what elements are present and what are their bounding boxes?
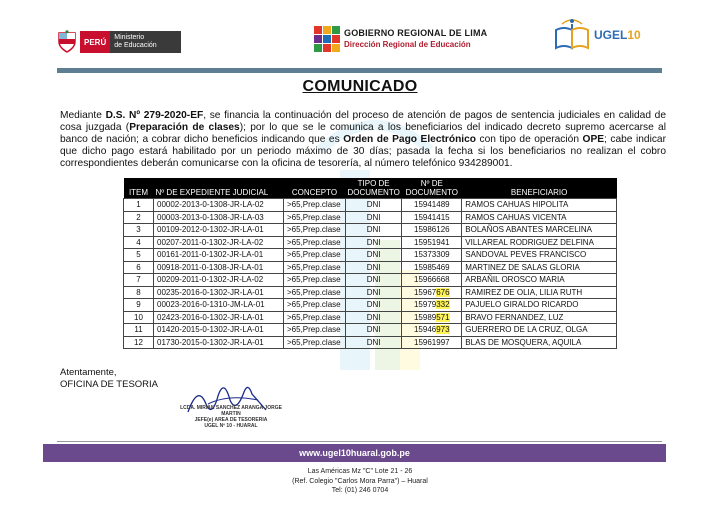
table-row: [124, 336, 617, 349]
row-num-documento: [402, 199, 462, 212]
header-rule: [57, 68, 662, 73]
row-num-documento: [402, 324, 462, 337]
doc-number: 15986126: [414, 225, 450, 235]
prep-clases: Preparación de clases: [129, 121, 240, 133]
row-expediente: 00002-2013-0-1308-JR-LA-02: [154, 199, 284, 212]
doc-number-highlight: 571: [436, 312, 450, 322]
row-beneficiario: RAMOS CAHUAS HIPOLITA: [462, 199, 617, 212]
row-concepto: >65,Prep.clase: [284, 274, 346, 287]
ministry-line2: de Educación: [114, 42, 157, 49]
row-tipo: DNI: [346, 199, 402, 212]
row-expediente: 00207-2011-0-1302-JR-LA-02: [154, 236, 284, 249]
row-item: 2: [124, 211, 154, 224]
table-header-row: [124, 178, 617, 199]
ugel-number: 10: [627, 28, 641, 42]
official-stamp: [176, 405, 286, 429]
doc-number: 15946: [413, 325, 437, 335]
closing-greeting: Atentamente,: [60, 367, 117, 378]
row-expediente: 00209-2011-0-1302-JR-LA-02: [154, 274, 284, 287]
row-num-documento: [402, 299, 462, 312]
row-expediente: 01730-2015-0-1302-JR-LA-01: [154, 336, 284, 349]
row-tipo: DNI: [346, 261, 402, 274]
col-concepto: CONCEPTO: [284, 178, 346, 199]
row-expediente: 00918-2011-0-1308-JR-LA-01: [154, 261, 284, 274]
row-tipo: DNI: [346, 311, 402, 324]
col-num-line1: Nº DE: [420, 179, 443, 188]
col-tipo-line2: DOCUMENTO: [347, 188, 400, 197]
row-item: 3: [124, 224, 154, 237]
doc-number: 15941489: [414, 200, 450, 210]
footer-address: [0, 467, 720, 496]
row-concepto: >65,Prep.clase: [284, 249, 346, 262]
row-beneficiario: MARTINEZ DE SALAS GLORIA: [462, 261, 617, 274]
row-item: 11: [124, 324, 154, 337]
body-paragraph: [60, 110, 666, 170]
row-beneficiario: GUERRERO DE LA CRUZ, OLGA: [462, 324, 617, 337]
footer-rule: [57, 441, 662, 442]
footer-website[interactable]: www.ugel10huaral.gob.pe: [43, 444, 666, 462]
row-concepto: >65,Prep.clase: [284, 286, 346, 299]
row-concepto: >65,Prep.clase: [284, 324, 346, 337]
row-tipo: DNI: [346, 299, 402, 312]
minedu-logo: [56, 30, 181, 54]
regional-emblem-icon: [314, 26, 340, 52]
row-tipo: DNI: [346, 336, 402, 349]
page-header: [0, 0, 720, 68]
row-num-documento: [402, 311, 462, 324]
col-tipo-documento: [346, 178, 402, 199]
closing-block: [60, 367, 158, 391]
doc-number: 15373309: [414, 250, 450, 260]
row-concepto: >65,Prep.clase: [284, 336, 346, 349]
para-text-4: con tipo de operación: [476, 133, 583, 145]
row-beneficiario: BOLAÑOS ABANTES MARCELINA: [462, 224, 617, 237]
doc-number: 15961997: [414, 337, 450, 347]
row-num-documento: [402, 261, 462, 274]
peru-label: PERÚ: [80, 31, 110, 53]
doc-number: 15966668: [414, 275, 450, 285]
stamp-unit: UGEL Nº 10 - HUARAL: [204, 423, 258, 429]
para-text-1: Mediante: [60, 110, 106, 121]
doc-number: 15989: [413, 312, 437, 322]
row-item: 10: [124, 311, 154, 324]
page-title: COMUNICADO: [302, 78, 418, 95]
address-line1: Las Américas Mz "C" Lote 21 - 26: [307, 468, 413, 475]
row-beneficiario: PAJUELO GIRALDO RICARDO: [462, 299, 617, 312]
para-text-5: ; cabe indicar que dicho pago estará habilitado por un periodo máximo de 30 días; pasada la fecha si los beneficiarios no realizan el cobro correspondientes deberán comunicarse con la oficina de tesorería, al número telefónico 934289001.: [60, 133, 666, 169]
open-book-icon: [552, 16, 592, 54]
row-num-documento: [402, 224, 462, 237]
col-num-line2: DOCUMENTO: [405, 188, 458, 197]
row-expediente: 00003-2013-0-1308-JR-LA-03: [154, 211, 284, 224]
row-item: 6: [124, 261, 154, 274]
row-beneficiario: BLAS DE MOSQUERA, AQUILA: [462, 336, 617, 349]
row-tipo: DNI: [346, 274, 402, 287]
payment-order: Orden de Pago Electrónico: [343, 133, 477, 145]
row-num-documento: [402, 236, 462, 249]
doc-number-highlight: 973: [436, 325, 450, 335]
row-expediente: 00109-2012-0-1302-JR-LA-01: [154, 224, 284, 237]
row-concepto: >65,Prep.clase: [284, 211, 346, 224]
row-beneficiario: SANDOVAL PEVES FRANCISCO: [462, 249, 617, 262]
row-expediente: 01420-2015-0-1302-JR-LA-01: [154, 324, 284, 337]
col-num-documento: [402, 178, 462, 199]
row-concepto: >65,Prep.clase: [284, 199, 346, 212]
row-tipo: DNI: [346, 249, 402, 262]
row-num-documento: [402, 286, 462, 299]
row-expediente: 00023-2016-0-1310-JM-LA-01: [154, 299, 284, 312]
row-expediente: 00161-2011-0-1302-JR-LA-01: [154, 249, 284, 262]
col-expediente: Nº DE EXPEDIENTE JUDICIAL: [154, 178, 284, 199]
row-tipo: DNI: [346, 224, 402, 237]
row-item: 5: [124, 249, 154, 262]
address-line2: (Ref. Colegio "Carlos Mora Parra") – Huaral: [292, 477, 428, 485]
doc-number: 15985469: [414, 262, 450, 272]
operation-type: OPE: [582, 133, 605, 145]
row-expediente: 02423-2016-0-1302-JR-LA-01: [154, 311, 284, 324]
row-item: 7: [124, 274, 154, 287]
table-row: [124, 249, 617, 262]
row-tipo: DNI: [346, 324, 402, 337]
row-num-documento: [402, 211, 462, 224]
row-concepto: >65,Prep.clase: [284, 311, 346, 324]
doc-number-highlight: 676: [436, 287, 450, 297]
decree-ref: D.S. Nº 279-2020-EF: [105, 110, 204, 121]
row-concepto: >65,Prep.clase: [284, 224, 346, 237]
row-item: 12: [124, 336, 154, 349]
ministry-label: [110, 31, 180, 53]
stamp-role: JEFE(e) AREA DE TESORERIA: [194, 417, 268, 423]
row-beneficiario: RAMIREZ DE OLIA, LILIA RUTH: [462, 286, 617, 299]
row-concepto: >65,Prep.clase: [284, 236, 346, 249]
doc-number: 15941415: [414, 212, 450, 222]
doc-number-highlight: 332: [436, 300, 450, 310]
table-row: [124, 299, 617, 312]
beneficiaries-table: [123, 178, 617, 349]
col-beneficiario: BENEFICIARIO: [462, 178, 617, 199]
row-num-documento: [402, 249, 462, 262]
gobierno-regional-logo: [314, 26, 487, 52]
phone-line: Tel: (01) 246 0704: [331, 487, 389, 494]
doc-number: 15951941: [414, 237, 450, 247]
row-item: 9: [124, 299, 154, 312]
ugel-logo: [552, 16, 641, 54]
para-text-3: ); por lo que se le comunica a los beneficiarios del indicado decreto supremo acercarse al banco de nación; a cobrar dicho beneficios indicando que es: [60, 121, 666, 145]
doc-number: 15967: [413, 287, 437, 297]
doc-number: 15979: [413, 300, 437, 310]
table-row: [124, 286, 617, 299]
row-tipo: DNI: [346, 286, 402, 299]
row-beneficiario: ARBAÑIL OROSCO MARIA: [462, 274, 617, 287]
peru-shield-icon: [56, 30, 78, 54]
row-num-documento: [402, 274, 462, 287]
table-row: [124, 261, 617, 274]
table-row: [124, 211, 617, 224]
table-row: [124, 199, 617, 212]
table-row: [124, 311, 617, 324]
table-row: [124, 324, 617, 337]
row-item: 1: [124, 199, 154, 212]
stamp-name: LCDA. MIRIAN SANCHEZ ARANGA JORGE MARTIN: [180, 405, 282, 417]
row-tipo: DNI: [346, 236, 402, 249]
ministry-line1: Ministerio: [114, 34, 145, 41]
gore-title: GOBIERNO REGIONAL DE LIMA: [344, 28, 488, 38]
col-tipo-line1: TIPO DE: [357, 179, 390, 188]
gore-subtitle: Dirección Regional de Educación: [344, 40, 471, 49]
row-beneficiario: VILLAREAL RODRIGUEZ DELFINA: [462, 236, 617, 249]
row-concepto: >65,Prep.clase: [284, 299, 346, 312]
closing-office: OFICINA DE TESORIA: [60, 379, 159, 390]
table-row: [124, 224, 617, 237]
row-num-documento: [402, 336, 462, 349]
row-concepto: >65,Prep.clase: [284, 261, 346, 274]
row-beneficiario: BRAVO FERNANDEZ, LUZ: [462, 311, 617, 324]
ugel-prefix: UGEL: [594, 28, 628, 42]
row-tipo: DNI: [346, 211, 402, 224]
row-item: 8: [124, 286, 154, 299]
row-expediente: 00235-2016-0-1302-JR-LA-01: [154, 286, 284, 299]
row-item: 4: [124, 236, 154, 249]
col-item: ITEM: [124, 178, 154, 199]
row-beneficiario: RAMOS CAHUAS VICENTA: [462, 211, 617, 224]
para-text-2: , se financia la continuación del proceso de atención de pagos de sentencia judiciales en calidad de cosa juzgada (: [60, 110, 666, 133]
table-row: [124, 274, 617, 287]
table-row: [124, 236, 617, 249]
